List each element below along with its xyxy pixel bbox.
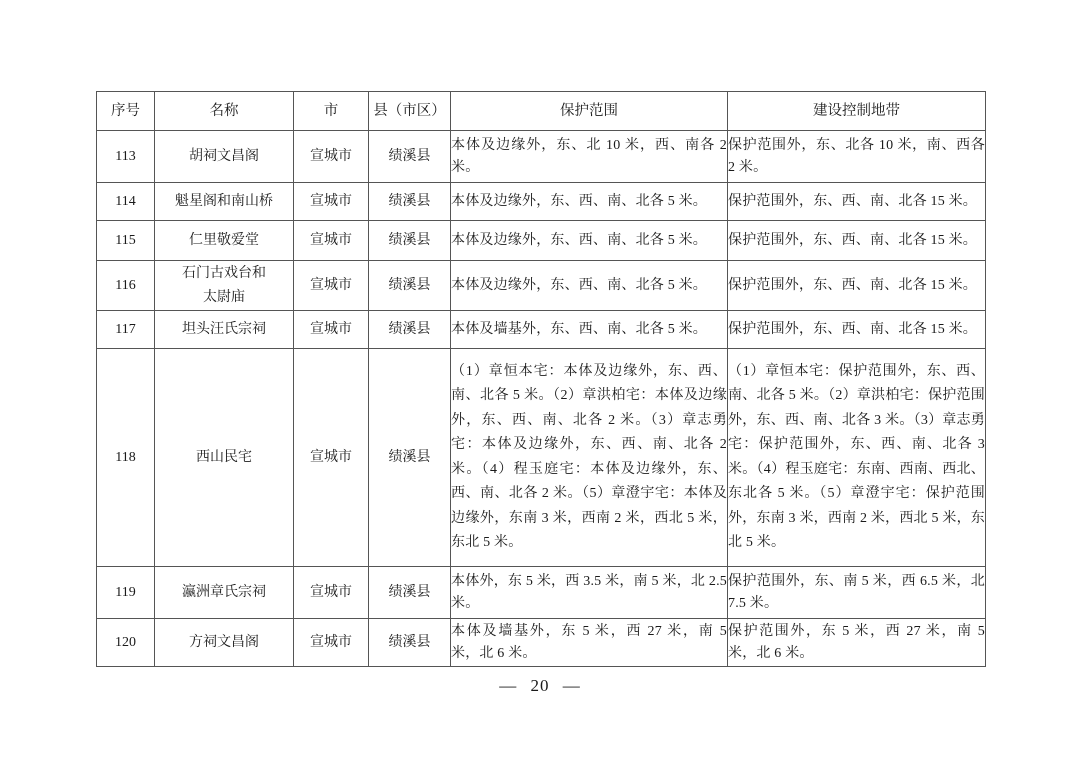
- table-row: [97, 619, 986, 667]
- cell-county: 绩溪县: [369, 311, 451, 349]
- header-protection-scope: 保护范围: [451, 92, 728, 131]
- cell-seq: 113: [97, 131, 155, 183]
- cell-seq: 118: [97, 349, 155, 567]
- cell-city: 宣城市: [294, 567, 369, 619]
- heritage-protection-table: [96, 91, 986, 667]
- cell-county: 绩溪县: [369, 349, 451, 567]
- cell-city: 宣城市: [294, 619, 369, 667]
- table-row: [97, 349, 986, 567]
- header-county: 县（市区）: [369, 92, 451, 131]
- cell-city: 宣城市: [294, 261, 369, 311]
- table-row: [97, 131, 986, 183]
- cell-county: 绩溪县: [369, 183, 451, 221]
- cell-protection-scope: 本体及墙基外，东、西、南、北各 5 米。: [451, 311, 728, 349]
- header-construction-control-zone: 建设控制地带: [728, 92, 986, 131]
- cell-protection-scope: 本体及边缘外，东、西、南、北各 5 米。: [451, 183, 728, 221]
- header-city: 市: [294, 92, 369, 131]
- cell-county: 绩溪县: [369, 619, 451, 667]
- table-header-row: [97, 92, 986, 131]
- cell-name: 仁里敬爱堂: [155, 221, 294, 261]
- table-row: [97, 311, 986, 349]
- table-row: [97, 567, 986, 619]
- footer-dash-left: —: [499, 676, 518, 695]
- header-name: 名称: [155, 92, 294, 131]
- cell-seq: 115: [97, 221, 155, 261]
- cell-name-line-1: 石门古戏台和: [182, 265, 266, 281]
- cell-name: 魁星阁和南山桥: [155, 183, 294, 221]
- table-row: [97, 261, 986, 311]
- cell-seq: 120: [97, 619, 155, 667]
- cell-construction-control-zone: 保护范围外，东、南 5 米，西 6.5 米，北 7.5 米。: [728, 567, 986, 619]
- cell-construction-control-zone: 保护范围外，东 5 米，西 27 米，南 5 米，北 6 米。: [728, 619, 986, 667]
- table-row: [97, 221, 986, 261]
- table-row: [97, 183, 986, 221]
- cell-name-line-2: 太尉庙: [203, 289, 245, 305]
- cell-county: 绩溪县: [369, 131, 451, 183]
- cell-city: 宣城市: [294, 221, 369, 261]
- cell-city: 宣城市: [294, 131, 369, 183]
- cell-name: 胡祠文昌阁: [155, 131, 294, 183]
- cell-construction-control-zone: （1）章恒本宅：保护范围外，东、西、南、北各 5 米。（2）章洪柏宅：保护范围外，东、西、南、北各 3 米。（3）章志勇宅：保护范围外，东、西、南、北各 3 米。（4）程玉庭宅：东南、西南、西北、东北各 5 米。（5）章澄宇宅：保护范围外，东南 3 米，西南 2 米，西北 5 米，东北 5 米。: [728, 349, 986, 567]
- cell-county: 绩溪县: [369, 567, 451, 619]
- cell-construction-control-zone: 保护范围外，东、西、南、北各 15 米。: [728, 221, 986, 261]
- cell-construction-control-zone: 保护范围外，东、北各 10 米，南、西各 2 米。: [728, 131, 986, 183]
- cell-name: [155, 261, 294, 311]
- cell-protection-scope: 本体及边缘外，东、北 10 米，西、南各 2 米。: [451, 131, 728, 183]
- cell-seq: 117: [97, 311, 155, 349]
- cell-protection-scope: （1）章恒本宅：本体及边缘外，东、西、南、北各 5 米。（2）章洪柏宅：本体及边缘外，东、西、南、北各 2 米。（3）章志勇宅：本体及边缘外，东、西、南、北各 2 米。（4）程玉庭宅：本体及边缘外，东、西、南、北各 2 米。（5）章澄宇宅：本体及边缘外，东南 3 米，西南 2 米，西北 5 米，东北 5 米。: [451, 349, 728, 567]
- cell-construction-control-zone: 保护范围外，东、西、南、北各 15 米。: [728, 311, 986, 349]
- header-seq: 序号: [97, 92, 155, 131]
- cell-protection-scope: 本体及边缘外，东、西、南、北各 5 米。: [451, 261, 728, 311]
- cell-city: 宣城市: [294, 349, 369, 567]
- cell-seq: 119: [97, 567, 155, 619]
- cell-county: 绩溪县: [369, 221, 451, 261]
- cell-name: 方祠文昌阁: [155, 619, 294, 667]
- footer-dash-right: —: [562, 676, 581, 695]
- cell-name: 瀛洲章氏宗祠: [155, 567, 294, 619]
- cell-protection-scope: 本体及墙基外，东 5 米，西 27 米，南 5 米，北 6 米。: [451, 619, 728, 667]
- cell-name: 坦头汪氏宗祠: [155, 311, 294, 349]
- page-number: 20: [530, 676, 550, 695]
- cell-protection-scope: 本体外，东 5 米，西 3.5 米，南 5 米，北 2.5 米。: [451, 567, 728, 619]
- cell-construction-control-zone: 保护范围外，东、西、南、北各 15 米。: [728, 183, 986, 221]
- cell-city: 宣城市: [294, 311, 369, 349]
- cell-name: 西山民宅: [155, 349, 294, 567]
- cell-seq: 116: [97, 261, 155, 311]
- page-footer: [0, 676, 1080, 696]
- cell-seq: 114: [97, 183, 155, 221]
- cell-construction-control-zone: 保护范围外，东、西、南、北各 15 米。: [728, 261, 986, 311]
- cell-county: 绩溪县: [369, 261, 451, 311]
- cell-protection-scope: 本体及边缘外，东、西、南、北各 5 米。: [451, 221, 728, 261]
- cell-city: 宣城市: [294, 183, 369, 221]
